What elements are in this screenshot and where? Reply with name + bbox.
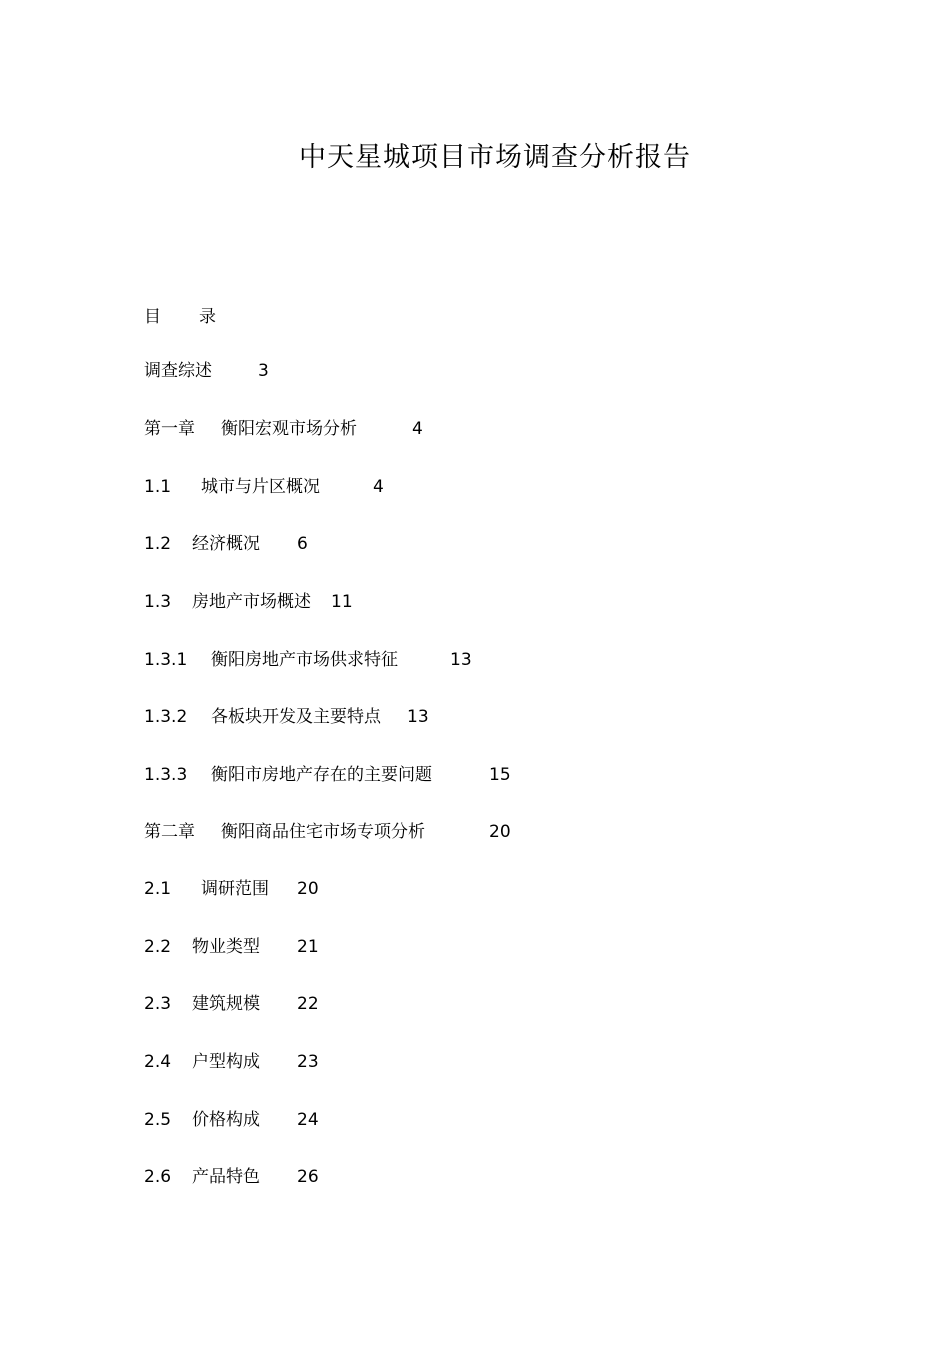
toc-entry-text: 物业类型 [192,937,260,957]
document-title: 中天星城项目市场调查分析报告 [299,142,691,173]
toc-entry-number: 2.5 [144,1110,172,1130]
toc-entry-text: 衡阳房地产市场供求特征 [211,650,398,670]
toc-heading [144,302,216,327]
toc-entry-number: 1.3 [144,592,172,612]
toc-entry-page: 6 [297,534,308,554]
toc-entry-number: 2.3 [144,994,172,1014]
toc-entry-page: 24 [297,1110,319,1130]
toc-entry-number: 1.2 [144,534,172,554]
toc-entry-page: 3 [258,361,269,381]
toc-entry-page: 20 [297,879,319,899]
toc-entry-page: 13 [407,707,429,727]
toc-entry-text: 调查综述 [144,361,212,381]
toc-entry-text: 衡阳市房地产存在的主要问题 [211,765,432,785]
toc-entry-number: 2.6 [144,1167,172,1187]
toc-entry-page: 23 [297,1052,319,1072]
toc-entry-page: 15 [489,765,511,785]
toc-entry-text: 价格构成 [192,1110,260,1130]
toc-entry-page: 4 [373,477,384,497]
toc-heading-char-1: 目 [144,307,161,327]
toc-entry-number: 2.2 [144,937,172,957]
toc-entry-number: 2.4 [144,1052,172,1072]
toc-entry-number: 1.3.3 [144,765,188,785]
toc-entry-page: 4 [412,419,423,439]
toc-entry-page: 20 [489,822,511,842]
toc-entry-page: 26 [297,1167,319,1187]
toc-entry-number: 第二章 [144,822,195,842]
toc-entry-text: 建筑规模 [192,994,260,1014]
toc-entry-text: 衡阳宏观市场分析 [221,419,357,439]
toc-entry-page: 21 [297,937,319,957]
toc-entry-page: 11 [331,592,353,612]
toc-entry-text: 户型构成 [192,1052,260,1072]
toc-entry-page: 22 [297,994,319,1014]
toc-entry-number: 第一章 [144,419,195,439]
toc-entry-text: 调研范围 [201,879,269,899]
toc-entry-number: 1.1 [144,477,172,497]
toc-entry-text: 城市与片区概况 [201,477,320,497]
toc-entry-number: 1.3.2 [144,707,188,727]
toc-entry-page: 13 [450,650,472,670]
toc-entry-text: 衡阳商品住宅市场专项分析 [221,822,425,842]
toc-entry-text: 各板块开发及主要特点 [211,707,381,727]
toc-entry-text: 经济概况 [192,534,260,554]
toc-entry-text: 产品特色 [192,1167,260,1187]
toc-heading-char-2: 录 [199,307,216,327]
toc-entry-number: 1.3.1 [144,650,188,670]
toc-entry-text: 房地产市场概述 [192,592,311,612]
toc-entry-number: 2.1 [144,879,172,899]
